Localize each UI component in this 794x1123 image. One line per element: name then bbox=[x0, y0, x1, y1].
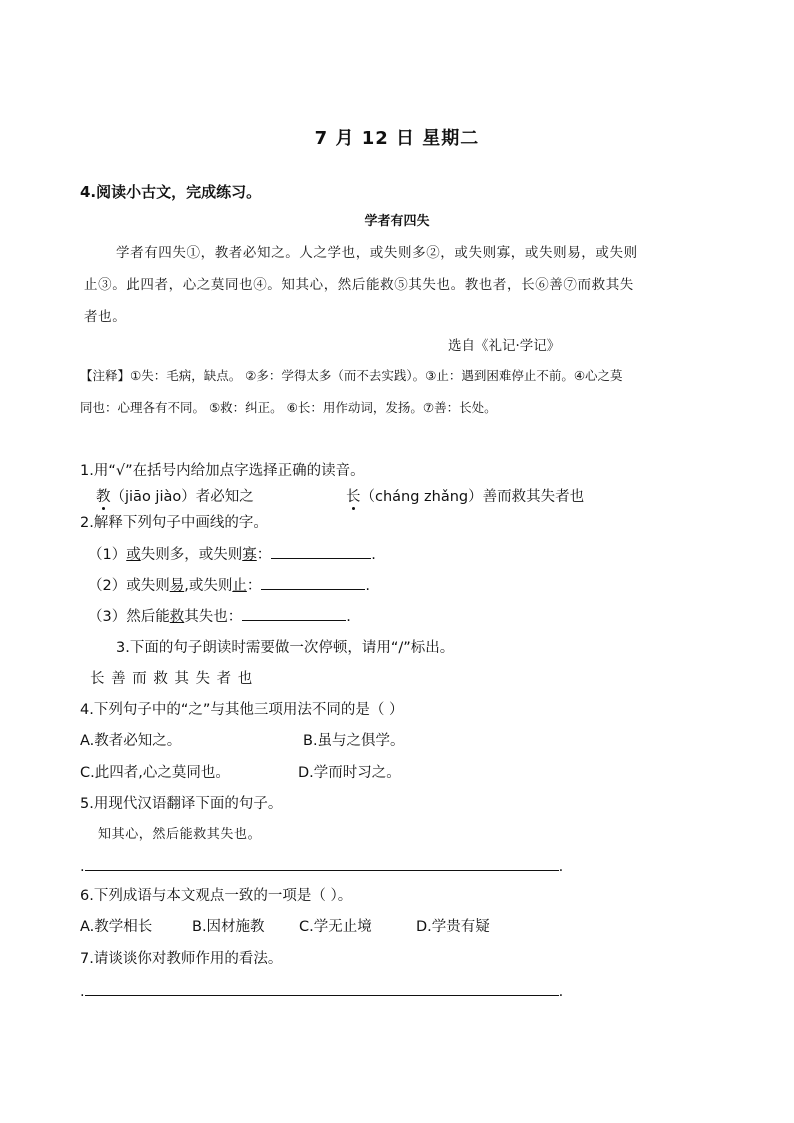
q6-option-a: A.教学相长 bbox=[80, 919, 153, 935]
q2-item-3-period: . bbox=[346, 609, 351, 625]
annotation-line-1: 【注释】①失：毛病，缺点。 ②多：学得太多（而不去实践）。③止：遇到困难停止不前。④心之莫 bbox=[80, 368, 623, 383]
answer-line[interactable] bbox=[85, 981, 559, 996]
question-4-heading: 4.阅读小古文，完成练习。 bbox=[80, 183, 262, 201]
underlined-char: 救 bbox=[169, 609, 185, 625]
q3-sentence: 长 善 而 救 其 失 者 也 bbox=[90, 671, 254, 687]
underlined-char: 止 bbox=[232, 578, 247, 594]
q2-item-2-period: . bbox=[365, 578, 370, 594]
answer-blank[interactable] bbox=[271, 544, 371, 559]
q6-option-b: B.因材施教 bbox=[192, 919, 265, 935]
q4-option-c: C.此四者,心之莫同也。 bbox=[80, 765, 230, 781]
q4-option-b: B.虽与之俱学。 bbox=[303, 733, 405, 749]
q2-item-2 bbox=[88, 574, 370, 595]
line-end-dot: . bbox=[558, 859, 564, 875]
q4-option-a: A.教者必知之。 bbox=[80, 733, 182, 749]
underlined-char: 易 bbox=[169, 578, 185, 594]
q7-prompt: 7.请谈谈你对教师作用的看法。 bbox=[80, 951, 283, 967]
passage-title: 学者有四失 bbox=[364, 214, 430, 229]
q2-item-3-text: 其失也： bbox=[184, 609, 243, 625]
underlined-char: 寡 bbox=[242, 547, 257, 563]
page-title: 7 月 12 日 星期二 bbox=[314, 128, 480, 149]
line-lead-dot: . bbox=[80, 984, 85, 1000]
q3-prompt: 3.下面的句子朗读时需要做一次停顿，请用“/”标出。 bbox=[116, 640, 455, 656]
q2-item-1-number: （1） bbox=[88, 547, 127, 563]
dotted-char: 教 bbox=[96, 489, 111, 505]
dotted-char: 长 bbox=[346, 489, 361, 505]
answer-blank[interactable] bbox=[242, 606, 346, 621]
q1-option-b-text: （cháng zhǎng）善而救其失者也 bbox=[360, 489, 585, 505]
passage-source: 选自《礼记·学记》 bbox=[448, 338, 561, 354]
line-lead-dot: . bbox=[80, 859, 85, 875]
passage-line-1: 学者有四失①，教者必知之。人之学也，或失则多②，或失则寡，或失则易，或失则 bbox=[116, 245, 638, 261]
q1-option-b bbox=[346, 485, 584, 506]
q6-option-c: C.学无止境 bbox=[299, 919, 372, 935]
q4-prompt: 4.下列句子中的“之”与其他三项用法不同的是（ ） bbox=[80, 702, 404, 718]
q2-item-1-period: . bbox=[371, 547, 376, 563]
q2-item-2-text: ,或失则 bbox=[184, 578, 233, 594]
q1-option-a-text: （jiāo jiào）者必知之 bbox=[110, 489, 254, 505]
q6-option-d: D.学贵有疑 bbox=[416, 919, 490, 935]
passage-line-2: 止③。此四者，心之莫同也④。知其心，然后能救⑤其失也。教也者，长⑥善⑦而救其失 bbox=[84, 277, 634, 293]
q5-answer-line[interactable] bbox=[80, 856, 563, 875]
q1-option-a bbox=[96, 485, 254, 506]
passage-line-3: 者也。 bbox=[84, 309, 127, 325]
q2-prompt: 2.解释下列句子中画线的字。 bbox=[80, 515, 268, 531]
line-end-dot: . bbox=[558, 984, 564, 1000]
q2-item-1 bbox=[88, 543, 376, 564]
q7-answer-line[interactable] bbox=[80, 981, 563, 1000]
q4-option-d: D.学而时习之。 bbox=[298, 765, 401, 781]
q2-item-3 bbox=[88, 605, 351, 626]
q2-item-1-colon: ： bbox=[256, 547, 272, 563]
q2-item-2-text: （2）或失则 bbox=[88, 578, 170, 594]
answer-blank[interactable] bbox=[261, 575, 365, 590]
answer-line[interactable] bbox=[85, 856, 559, 871]
q1-prompt: 1.用“√”在括号内给加点字选择正确的读音。 bbox=[80, 463, 365, 479]
q5-sentence: 知其心，然后能救其失也。 bbox=[98, 827, 262, 842]
annotation-line-2: 同也：心理各有不同。 ⑤救：纠正。 ⑥长：用作动词，发扬。⑦善：长处。 bbox=[80, 400, 497, 415]
q2-item-2-colon: ： bbox=[246, 578, 262, 594]
q2-item-3-text: （3）然后能 bbox=[88, 609, 170, 625]
q5-prompt: 5.用现代汉语翻译下面的句子。 bbox=[80, 796, 283, 812]
q6-prompt: 6.下列成语与本文观点一致的一项是（ ）。 bbox=[80, 888, 353, 904]
q2-item-1-text: 失则多，或失则 bbox=[140, 547, 243, 563]
underlined-char: 或 bbox=[126, 547, 141, 563]
